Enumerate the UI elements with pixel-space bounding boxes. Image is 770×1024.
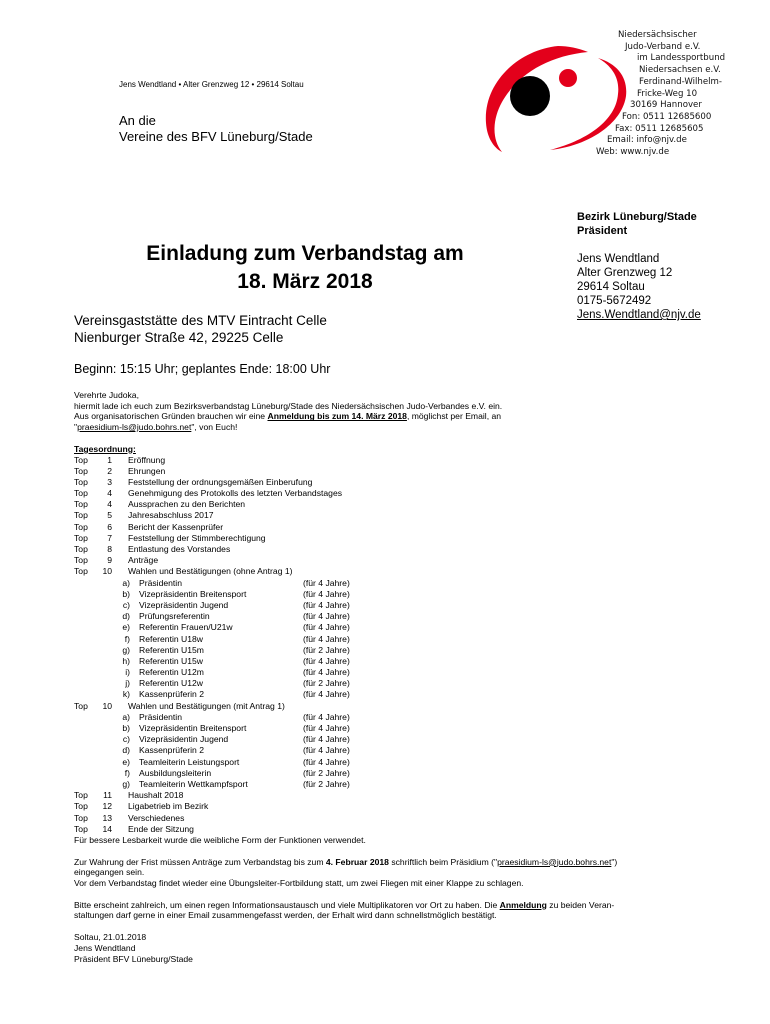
agenda-item xyxy=(74,488,734,499)
district-role: Präsident xyxy=(577,225,628,237)
agenda-item xyxy=(74,477,734,488)
recipient-line: Vereine des BFV Lüneburg/Stade xyxy=(119,129,313,144)
registration-deadline: Anmeldung bis zum 14. März 2018 xyxy=(267,411,407,422)
election-term: (für 4 Jahre) xyxy=(303,711,350,722)
page-title xyxy=(85,240,525,296)
recipient-block xyxy=(119,113,313,145)
agenda-item xyxy=(74,533,734,544)
election-letter: f) xyxy=(124,633,130,644)
agenda-title: Jahresabschluss 2017 xyxy=(128,510,214,521)
agenda-item xyxy=(74,455,734,466)
agenda-item xyxy=(74,813,734,824)
contact-email-link[interactable]: Jens.Wendtland@njv.de xyxy=(577,309,701,321)
registration-emphasis: Anmeldung xyxy=(499,899,547,910)
deadline-text: schriftlich beim Präsidium (" xyxy=(388,856,498,867)
election-term: (für 4 Jahre) xyxy=(303,622,350,633)
agenda-top-label: Top xyxy=(74,521,88,532)
election-letter: a) xyxy=(122,711,130,722)
election-term: (für 4 Jahre) xyxy=(303,689,350,700)
agenda-title: Haushalt 2018 xyxy=(128,790,184,801)
district-name: Bezirk Lüneburg/Stade xyxy=(577,211,697,223)
agenda-number: 6 xyxy=(107,521,112,532)
election-term: (für 4 Jahre) xyxy=(303,633,350,644)
logo-line: Fricke-Weg 10 xyxy=(637,88,698,99)
election-item xyxy=(74,723,734,734)
election-letter: i) xyxy=(125,667,130,678)
contact-city: 29614 Soltau xyxy=(577,281,645,293)
logo-line: Fax: 0511 12685605 xyxy=(615,123,704,134)
agenda-number: 11 xyxy=(103,790,112,801)
logo-line: im Landessportbund xyxy=(637,53,726,64)
quote-mark: " xyxy=(74,422,78,433)
election-item xyxy=(74,689,734,700)
agenda-item xyxy=(74,801,734,812)
election-role: Teamleiterin Leistungsport xyxy=(139,756,240,767)
intro-text: , möglichst per Email, an xyxy=(406,411,502,422)
election-letter: e) xyxy=(122,622,130,633)
election-item xyxy=(74,600,734,611)
agenda-item xyxy=(74,824,734,835)
election-item xyxy=(74,734,734,745)
agenda-number: 13 xyxy=(102,812,112,823)
agenda-number: 4 xyxy=(107,499,112,510)
election-term: (für 4 Jahre) xyxy=(303,655,350,666)
election-term: (für 4 Jahre) xyxy=(303,734,350,745)
election-term: (für 2 Jahre) xyxy=(303,644,350,655)
election-term: (für 2 Jahre) xyxy=(303,767,350,778)
election-role: Präsidentin xyxy=(139,577,182,588)
presidium-email-link[interactable]: praesidium-ls@judo.bohrs.net xyxy=(497,856,612,867)
election-term: (für 2 Jahre) xyxy=(303,678,350,689)
contact-block xyxy=(577,252,701,322)
logo-address xyxy=(596,30,725,159)
logo-line: Judo-Verband e.V. xyxy=(625,41,701,52)
presidium-email-link[interactable]: praesidium-ls@judo.bohrs.net xyxy=(77,422,192,433)
agenda-title: Wahlen und Bestätigungen (mit Antrag 1) xyxy=(128,700,285,711)
agenda-number: 12 xyxy=(102,801,112,812)
begin-time: Beginn: 15:15 Uhr; geplantes Ende: 18:00 Uhr xyxy=(74,362,331,376)
training-note: Vor dem Verbandstag findet wieder eine Übungsleiter-Fortbildung statt, um zwei Fliegen mit einer Klappe zu schlagen. xyxy=(74,878,524,888)
election-letter: j) xyxy=(125,678,130,689)
election-term: (für 4 Jahre) xyxy=(303,611,350,622)
agenda-item xyxy=(74,466,734,477)
election-letter: f) xyxy=(124,767,130,778)
agenda-title: Ehrungen xyxy=(128,465,166,476)
agenda-list xyxy=(74,455,734,835)
agenda-top-label: Top xyxy=(74,790,88,801)
agenda-number: 7 xyxy=(107,532,112,543)
venue-address: Nienburger Straße 42, 29225 Celle xyxy=(74,330,284,345)
agenda-number: 4 xyxy=(107,488,112,499)
election-role: Kassenprüferin 2 xyxy=(139,745,204,756)
election-role: Referentin U15w xyxy=(139,655,204,666)
contact-phone: 0175-5672492 xyxy=(577,295,652,307)
logo-line: Web: www.njv.de xyxy=(596,147,670,158)
agenda-top-label: Top xyxy=(74,488,88,499)
recipient-line: An die xyxy=(119,113,156,128)
agenda-top-label: Top xyxy=(74,801,88,812)
agenda-item xyxy=(74,522,734,533)
election-item xyxy=(74,745,734,756)
agenda-top-label: Top xyxy=(74,700,88,711)
agenda-number: 8 xyxy=(107,544,112,555)
election-role: Ausbildungsleiterin xyxy=(139,767,212,778)
election-letter: d) xyxy=(122,611,130,622)
closing-paragraph-end: staltungen darf gerne in einer Email zusammengefasst werden, der Erhalt wird dann schnellstmöglich bestätigt. xyxy=(74,910,497,921)
agenda-title: Feststellung der Stimmberechtigung xyxy=(128,532,266,543)
letter-body xyxy=(74,390,734,964)
agenda-top-label: Top xyxy=(74,476,88,487)
venue-block xyxy=(74,312,327,346)
election-item xyxy=(74,768,734,779)
signature-role: Präsident BFV Lüneburg/Stade xyxy=(74,953,193,964)
intro-line xyxy=(74,411,734,422)
election-item xyxy=(74,645,734,656)
intro-line xyxy=(74,422,734,433)
election-term: (für 4 Jahre) xyxy=(303,667,350,678)
election-term: (für 4 Jahre) xyxy=(303,599,350,610)
election-item xyxy=(74,678,734,689)
election-letter: e) xyxy=(122,756,130,767)
contact-street: Alter Grenzweg 12 xyxy=(577,267,673,279)
agenda-title: Genehmigung des Protokolls des letzten Verbandstages xyxy=(128,488,343,499)
election-role: Vizepräsidentin Jugend xyxy=(139,599,229,610)
title-line: 18. März 2018 xyxy=(237,270,373,293)
agenda-item xyxy=(74,790,734,801)
election-item xyxy=(74,779,734,790)
intro-line: hiermit lade ich euch zum Bezirksverbandstag Lüneburg/Stade des Niedersächsischen Judo-Verbandes e.V. ein. xyxy=(74,400,503,411)
election-term: (für 2 Jahre) xyxy=(303,778,350,789)
election-item xyxy=(74,712,734,723)
agenda-title: Ligabetrieb im Bezirk xyxy=(128,801,209,812)
agenda-item xyxy=(74,499,734,510)
logo-line: Niedersachsen e.V. xyxy=(639,65,721,76)
election-letter: d) xyxy=(122,745,130,756)
agenda-number: 9 xyxy=(107,555,112,566)
election-letter: g) xyxy=(122,778,130,789)
district-heading xyxy=(577,210,697,238)
agenda-top-label: Top xyxy=(74,454,88,465)
closing-text: Bitte erscheint zahlreich, um einen regen Informationsaustausch und viele Multiplikatoren vor Ort zu haben. Die xyxy=(74,899,500,910)
election-role: Vizepräsidentin Breitensport xyxy=(139,723,247,734)
election-term: (für 4 Jahre) xyxy=(303,745,350,756)
intro-text: Aus organisatorischen Gründen brauchen wir eine xyxy=(74,411,268,422)
election-letter: b) xyxy=(122,723,130,734)
agenda-top-label: Top xyxy=(74,499,88,510)
agenda-item xyxy=(74,555,734,566)
agenda-title: Entlastung des Vorstandes xyxy=(128,544,231,555)
agenda-number: 1 xyxy=(107,454,112,465)
agenda-number: 3 xyxy=(107,476,112,487)
closing-paragraph xyxy=(74,900,734,911)
agenda-title: Eröffnung xyxy=(128,454,166,465)
agenda-number: 2 xyxy=(107,465,112,476)
agenda-number: 10 xyxy=(102,700,112,711)
agenda-top-label: Top xyxy=(74,566,88,577)
election-role: Referentin Frauen/U21w xyxy=(139,622,233,633)
logo-red-dot xyxy=(559,69,577,87)
election-item xyxy=(74,667,734,678)
agenda-top-label: Top xyxy=(74,532,88,543)
agenda-top-label: Top xyxy=(74,510,88,521)
logo-line: Email: info@njv.de xyxy=(607,135,687,146)
agenda-item xyxy=(74,510,734,521)
election-letter: h) xyxy=(122,655,130,666)
election-item xyxy=(74,611,734,622)
agenda-title: Anträge xyxy=(128,555,159,566)
deadline-text: Zur Wahrung der Frist müssen Anträge zum Verbandstag bis zum xyxy=(74,856,326,867)
election-letter: g) xyxy=(122,644,130,655)
deadline-paragraph-end: eingegangen sein. xyxy=(74,867,145,878)
agenda-top-label: Top xyxy=(74,544,88,555)
agenda-number: 10 xyxy=(102,566,112,577)
deadline-text: ") xyxy=(611,856,618,867)
agenda-title: Verschiedenes xyxy=(128,812,185,823)
election-role: Vizepräsidentin Breitensport xyxy=(139,588,247,599)
election-term: (für 4 Jahre) xyxy=(303,588,350,599)
closing-text: zu beiden Veran- xyxy=(546,899,615,910)
election-role: Vizepräsidentin Jugend xyxy=(139,734,229,745)
agenda-heading: Tagesordnung: xyxy=(74,443,136,454)
election-role: Kassenprüferin 2 xyxy=(139,689,204,700)
deadline-date: 4. Februar 2018 xyxy=(325,856,389,867)
election-item xyxy=(74,757,734,768)
agenda-top-label: Top xyxy=(74,555,88,566)
agenda-item xyxy=(74,701,734,712)
election-letter: a) xyxy=(122,577,130,588)
signature-place-date: Soltau, 21.01.2018 xyxy=(74,932,147,943)
election-letter: b) xyxy=(122,588,130,599)
agenda-top-label: Top xyxy=(74,812,88,823)
deadline-paragraph xyxy=(74,857,734,868)
election-role: Präsidentin xyxy=(139,711,182,722)
agenda-top-label: Top xyxy=(74,823,88,834)
agenda-number: 14 xyxy=(102,823,112,834)
election-role: Teamleiterin Wettkampfsport xyxy=(139,778,248,789)
election-item xyxy=(74,578,734,589)
election-term: (für 4 Jahre) xyxy=(303,756,350,767)
election-role: Referentin U12m xyxy=(139,667,204,678)
election-role: Referentin U15m xyxy=(139,644,204,655)
logo-line: Ferdinand-Wilhelm- xyxy=(639,76,723,87)
agenda-title: Wahlen und Bestätigungen (ohne Antrag 1) xyxy=(128,566,293,577)
sender-line: Jens Wendtland • Alter Grenzweg 12 • 29614 Soltau xyxy=(119,80,304,89)
title-line: Einladung zum Verbandstag am xyxy=(146,242,464,265)
logo-line: 30169 Hannover xyxy=(630,100,702,111)
signature-name: Jens Wendtland xyxy=(74,942,136,953)
agenda-item xyxy=(74,544,734,555)
agenda-title: Feststellung der ordnungsgemäßen Einberufung xyxy=(128,476,313,487)
logo-black-circle xyxy=(510,76,550,116)
agenda-item xyxy=(74,566,734,577)
election-item xyxy=(74,634,734,645)
venue-name: Vereinsgaststätte des MTV Eintracht Celle xyxy=(74,313,327,328)
logo-line: Niedersächsischer xyxy=(618,30,697,40)
election-item xyxy=(74,622,734,633)
election-term: (für 4 Jahre) xyxy=(303,723,350,734)
election-letter: k) xyxy=(122,689,130,700)
election-item xyxy=(74,656,734,667)
election-role: Referentin U12w xyxy=(139,678,204,689)
agenda-title: Aussprachen zu den Berichten xyxy=(128,499,246,510)
readability-note: Für bessere Lesbarkeit wurde die weibliche Form der Funktionen verwendet. xyxy=(74,834,366,845)
agenda-number: 5 xyxy=(107,510,112,521)
intro-text: ", von Euch! xyxy=(191,422,238,433)
election-role: Referentin U18w xyxy=(139,633,204,644)
agenda-title: Ende der Sitzung xyxy=(128,823,194,834)
election-term: (für 4 Jahre) xyxy=(303,577,350,588)
contact-name: Jens Wendtland xyxy=(577,253,660,265)
agenda-title: Bericht der Kassenprüfer xyxy=(128,521,224,532)
election-letter: c) xyxy=(122,734,130,745)
election-role: Prüfungsreferentin xyxy=(139,611,210,622)
agenda-top-label: Top xyxy=(74,465,88,476)
election-item xyxy=(74,589,734,600)
election-letter: c) xyxy=(122,599,130,610)
logo-line: Fon: 0511 12685600 xyxy=(622,111,712,122)
salutation: Verehrte Judoka, xyxy=(74,390,139,400)
